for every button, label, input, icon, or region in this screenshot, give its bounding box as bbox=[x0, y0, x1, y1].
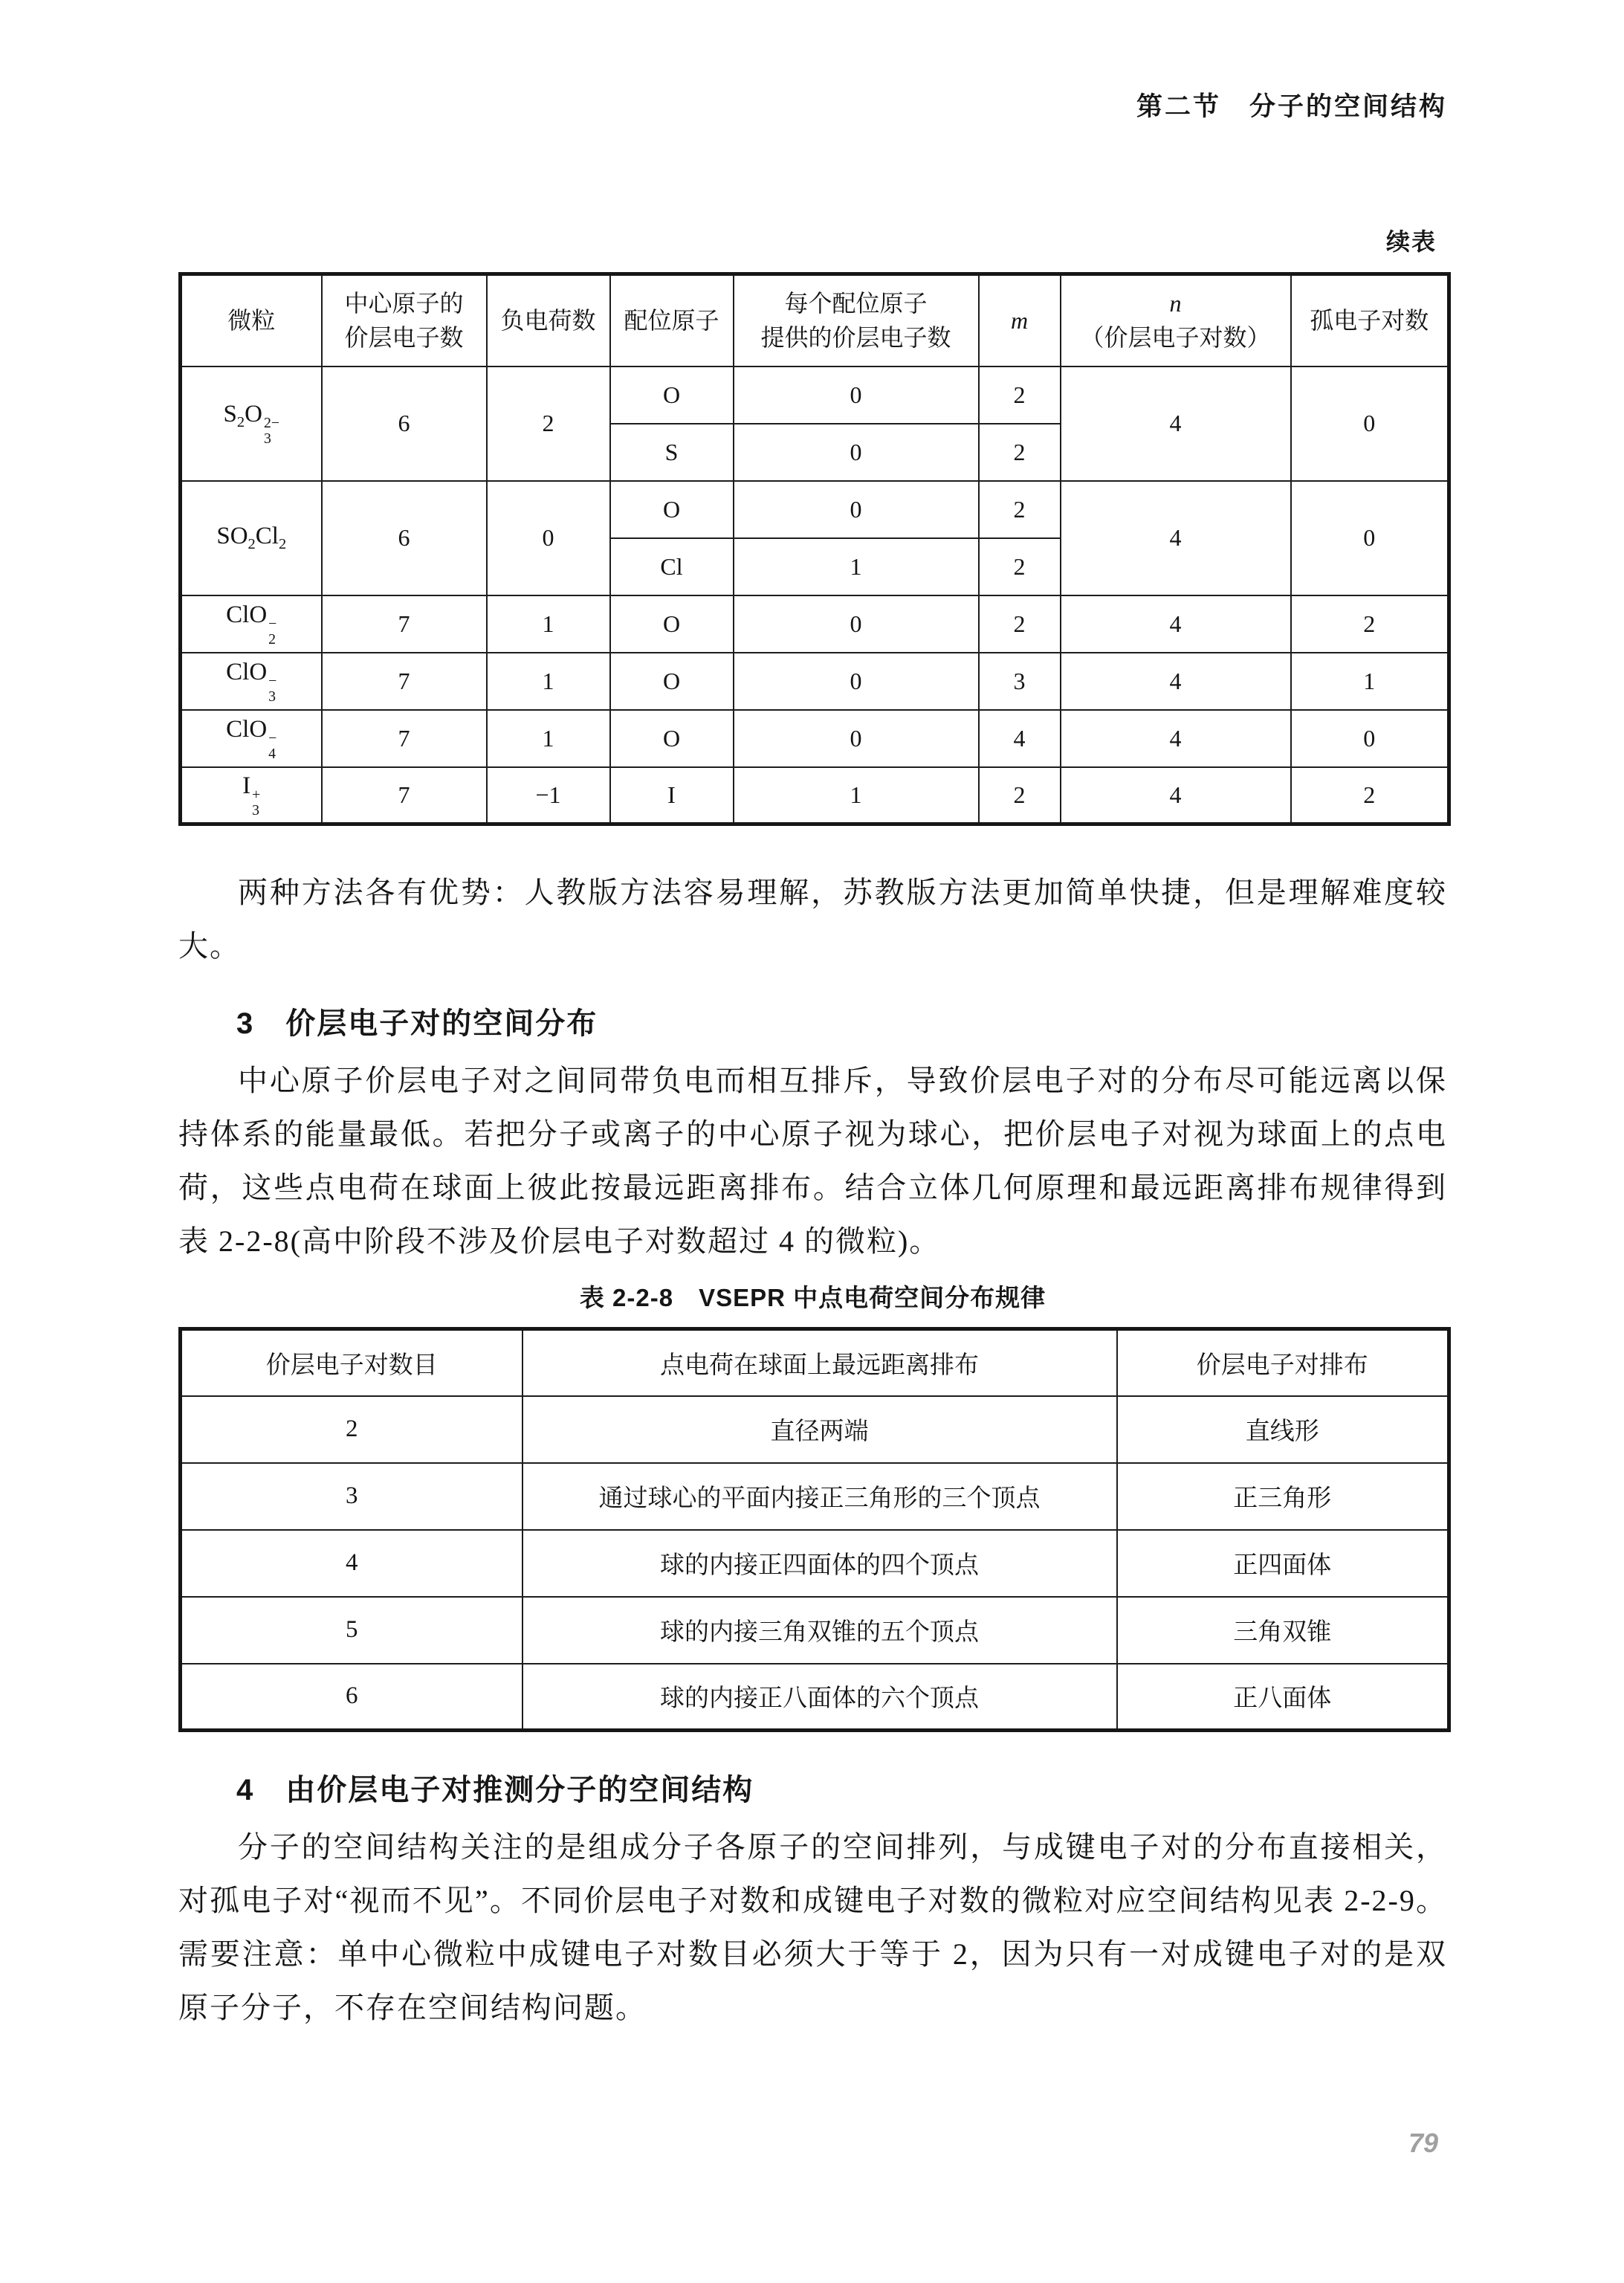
col-header-lone-pairs: 孤电子对数 bbox=[1291, 274, 1449, 366]
valence-electrons-cell: 6 bbox=[322, 366, 487, 481]
table-row bbox=[181, 1530, 1449, 1597]
page-number: 79 bbox=[1408, 2128, 1438, 2158]
chemical-formula: $S_2O$ 2− 3 bbox=[223, 401, 279, 448]
n-value-cell: 4 bbox=[1061, 366, 1291, 481]
particle-cell bbox=[181, 653, 322, 710]
chemical-formula: ClO − 2 bbox=[226, 601, 277, 648]
n-value-cell: 4 bbox=[1061, 595, 1291, 653]
provided-electrons-cell: 0 bbox=[734, 366, 979, 424]
pair-count-cell: 3 bbox=[181, 1463, 523, 1530]
provided-electrons-cell: 1 bbox=[734, 538, 979, 595]
negative-charge-cell: 1 bbox=[487, 653, 610, 710]
ligand-atom-cell: O bbox=[610, 366, 734, 424]
particle-cell bbox=[181, 767, 322, 824]
col-header-n-line2: （价层电子对数） bbox=[1080, 324, 1271, 352]
n-value-cell: 4 bbox=[1061, 653, 1291, 710]
running-header: 第二节 分子的空间结构 bbox=[1136, 92, 1447, 121]
continued-table-label: 续表 bbox=[1385, 228, 1437, 255]
chemical-formula: ClO − 3 bbox=[226, 658, 277, 705]
n-value-cell: 4 bbox=[1061, 710, 1291, 767]
col-header-pair-count: 价层电子对数目 bbox=[181, 1329, 523, 1396]
col-header-provided-line1: 每个配位原子 bbox=[784, 289, 928, 317]
negative-charge-cell: 0 bbox=[487, 481, 610, 595]
ligand-atom-cell: I bbox=[610, 767, 734, 824]
farthest-arrangement-cell: 通过球心的平面内接正三角形的三个顶点 bbox=[523, 1463, 1117, 1530]
m-value-cell: 2 bbox=[979, 538, 1061, 595]
m-value-cell: 4 bbox=[979, 710, 1061, 767]
lone-pairs-cell: 1 bbox=[1291, 653, 1449, 710]
lone-pairs-cell: 0 bbox=[1291, 366, 1449, 481]
table-row bbox=[181, 710, 1449, 767]
pair-arrangement-cell: 正四面体 bbox=[1117, 1530, 1449, 1597]
paragraph-molecular-structure: 分子的空间结构关注的是组成分子各原子的空间排列，与成键电子对的分布直接相关，对孤电子对“视而不见”。不同价层电子对数和成键电子对数的微粒对应空间结构见表 2-2-9。需要注意：单中心微粒中成键电子对数目必须大于等于 2，因为只有一对成键电子对的是双原子分子，不存在空间结构问题。 bbox=[178, 1830, 1447, 2024]
col-header-m bbox=[979, 274, 1061, 366]
table1-header-row bbox=[181, 274, 1449, 366]
provided-electrons-cell: 0 bbox=[734, 653, 979, 710]
table-row bbox=[181, 1463, 1449, 1530]
farthest-arrangement-cell: 球的内接三角双锥的五个顶点 bbox=[523, 1597, 1117, 1664]
table-row bbox=[181, 1664, 1449, 1731]
n-value-cell: 4 bbox=[1061, 767, 1291, 824]
lone-pairs-cell: 2 bbox=[1291, 767, 1449, 824]
pair-arrangement-cell: 正三角形 bbox=[1117, 1463, 1449, 1530]
m-symbol: m bbox=[1010, 307, 1029, 335]
negative-charge-cell: 2 bbox=[487, 366, 610, 481]
valence-electrons-cell: 7 bbox=[322, 710, 487, 767]
m-value-cell: 2 bbox=[979, 595, 1061, 653]
col-header-pair-arrangement: 价层电子对排布 bbox=[1117, 1329, 1449, 1396]
ligand-atom-cell: Cl bbox=[610, 538, 734, 595]
col-header-central-valence bbox=[322, 274, 487, 366]
ligand-atom-cell: O bbox=[610, 710, 734, 767]
pair-count-cell: 6 bbox=[181, 1664, 523, 1731]
valence-electrons-cell: 7 bbox=[322, 653, 487, 710]
col-header-provided-line2: 提供的价层电子数 bbox=[760, 324, 951, 352]
lone-pairs-cell: 0 bbox=[1291, 710, 1449, 767]
table2-header-row bbox=[181, 1329, 1449, 1396]
pair-count-cell: 2 bbox=[181, 1396, 523, 1463]
vsepr-point-charge-table bbox=[178, 1327, 1451, 1732]
particle-cell bbox=[181, 710, 322, 767]
negative-charge-cell: 1 bbox=[487, 710, 610, 767]
pair-count-cell: 4 bbox=[181, 1530, 523, 1597]
farthest-arrangement-cell: 直径两端 bbox=[523, 1396, 1117, 1463]
table-row bbox=[181, 1396, 1449, 1463]
table1-body bbox=[181, 366, 1449, 824]
farthest-arrangement-cell: 球的内接正八面体的六个顶点 bbox=[523, 1664, 1117, 1731]
ligand-atom-cell: O bbox=[610, 595, 734, 653]
section-heading-4: 4 由价层电子对推测分子的空间结构 bbox=[236, 1774, 754, 1806]
provided-electrons-cell: 1 bbox=[734, 767, 979, 824]
negative-charge-cell: 1 bbox=[487, 595, 610, 653]
chemical-formula: $SO_2Cl_2$ bbox=[216, 523, 287, 553]
particle-cell bbox=[181, 366, 322, 481]
col-header-central-line1: 中心原子的 bbox=[344, 289, 464, 317]
col-header-farthest-arrangement: 点电荷在球面上最远距离排布 bbox=[523, 1329, 1117, 1396]
chemical-formula: ClO − 4 bbox=[226, 715, 277, 762]
provided-electrons-cell: 0 bbox=[734, 595, 979, 653]
col-header-n bbox=[1061, 274, 1291, 366]
n-symbol: n bbox=[1169, 289, 1182, 317]
table2-body bbox=[181, 1396, 1449, 1731]
provided-electrons-cell: 0 bbox=[734, 481, 979, 538]
m-value-cell: 2 bbox=[979, 424, 1061, 481]
ligand-atom-cell: O bbox=[610, 653, 734, 710]
n-value-cell: 4 bbox=[1061, 481, 1291, 595]
valence-electrons-cell: 6 bbox=[322, 481, 487, 595]
col-header-ligand-atom: 配位原子 bbox=[610, 274, 734, 366]
ligand-atom-cell: O bbox=[610, 481, 734, 538]
particle-cell bbox=[181, 595, 322, 653]
table-row bbox=[181, 1597, 1449, 1664]
valence-electrons-cell: 7 bbox=[322, 595, 487, 653]
table-row bbox=[181, 366, 1449, 424]
ligand-atom-cell: S bbox=[610, 424, 734, 481]
negative-charge-cell: −1 bbox=[487, 767, 610, 824]
table-row bbox=[181, 653, 1449, 710]
table-row bbox=[181, 595, 1449, 653]
paragraph-vsepr-distribution: 中心原子价层电子对之间同带负电而相互排斥，导致价层电子对的分布尽可能远离以保持体系的能量最低。若把分子或离子的中心原子视为球心，把价层电子对视为球面上的点电荷，这些点电荷在球面上彼此按最远距离排布。结合立体几何原理和最远距离排布规律得到表 2-2-8(高中阶段不涉及价层电子对数超过 4 的微粒)。 bbox=[178, 1064, 1447, 1258]
m-value-cell: 3 bbox=[979, 653, 1061, 710]
table-row bbox=[181, 767, 1449, 824]
farthest-arrangement-cell: 球的内接正四面体的四个顶点 bbox=[523, 1530, 1117, 1597]
col-header-provided-electrons bbox=[734, 274, 979, 366]
provided-electrons-cell: 0 bbox=[734, 424, 979, 481]
m-value-cell: 2 bbox=[979, 366, 1061, 424]
lone-pairs-cell: 2 bbox=[1291, 595, 1449, 653]
chemical-formula: I + 3 bbox=[242, 772, 261, 818]
pair-arrangement-cell: 三角双锥 bbox=[1117, 1597, 1449, 1664]
pair-count-cell: 5 bbox=[181, 1597, 523, 1664]
valence-electrons-cell: 7 bbox=[322, 767, 487, 824]
provided-electrons-cell: 0 bbox=[734, 710, 979, 767]
table-row bbox=[181, 481, 1449, 538]
lone-pairs-cell: 0 bbox=[1291, 481, 1449, 595]
m-value-cell: 2 bbox=[979, 481, 1061, 538]
col-header-central-line2: 价层电子数 bbox=[344, 324, 464, 352]
section-heading-3: 3 价层电子对的空间分布 bbox=[236, 1007, 598, 1040]
paragraph-methods-comparison: 两种方法各有优势：人教版方法容易理解，苏教版方法更加简单快捷，但是理解难度较大。 bbox=[178, 876, 1447, 963]
m-value-cell: 2 bbox=[979, 767, 1061, 824]
col-header-particle: 微粒 bbox=[181, 274, 322, 366]
col-header-negative-charge: 负电荷数 bbox=[487, 274, 610, 366]
pair-arrangement-cell: 正八面体 bbox=[1117, 1664, 1449, 1731]
table2-caption: 表 2-2-8 VSEPR 中点电荷空间分布规律 bbox=[579, 1284, 1046, 1311]
vsepr-particles-table bbox=[178, 272, 1451, 826]
pair-arrangement-cell: 直线形 bbox=[1117, 1396, 1449, 1463]
particle-cell bbox=[181, 481, 322, 595]
